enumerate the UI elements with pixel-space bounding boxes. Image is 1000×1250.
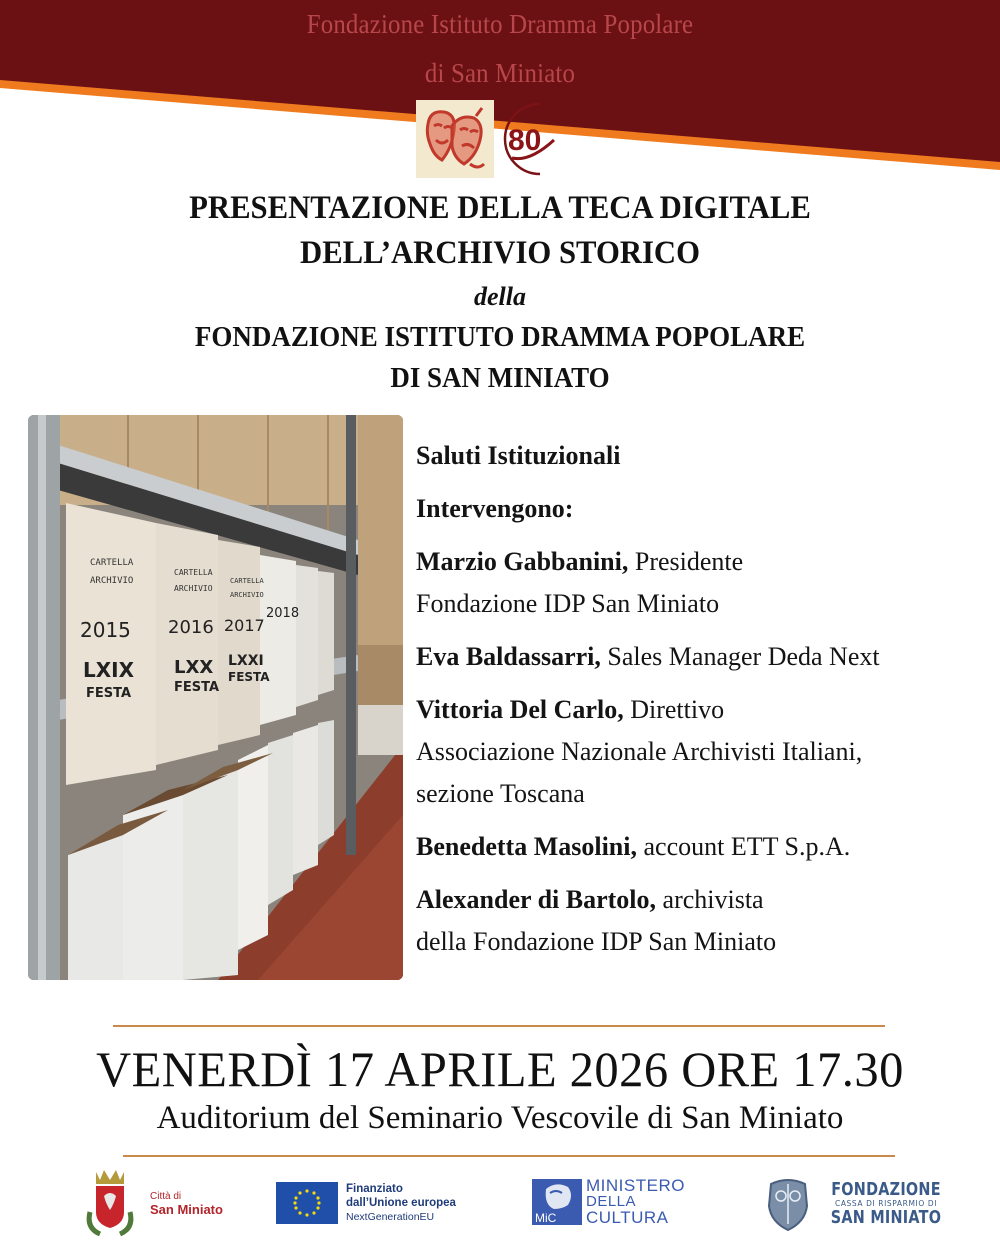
theatre-masks-logo (416, 100, 494, 178)
svg-text:CARTELLA: CARTELLA (230, 577, 264, 585)
speaker-role: archivista (656, 885, 764, 914)
banner-org-line1: Fondazione Istituto Dramma Popolare (306, 9, 694, 39)
speaker-name: Alexander di Bartolo, (416, 885, 657, 914)
city-label-line1: Città di (150, 1191, 182, 1202)
archive-photo (28, 415, 403, 980)
speaker-name: Marzio Gabbanini, (416, 547, 629, 576)
speakers-label: Intervengono: (416, 494, 574, 523)
banner-org-line2: di San Miniato (424, 58, 576, 88)
fcr-label-line2: CASSA DI RISPARMIO DI (834, 1199, 938, 1208)
mic-label-line3: CULTURA (586, 1208, 669, 1227)
greetings-label: Saluti Istituzionali (416, 441, 621, 470)
mic-label-line1: MINISTERO (586, 1176, 685, 1195)
speaker-name: Eva Baldassarri, (416, 642, 601, 671)
speaker-role: Presidente (628, 547, 744, 576)
event-datetime: VENERDÌ 17 APRILE 2026 ORE 17.30 (96, 1041, 904, 1097)
svg-text:LXXI: LXXI (228, 653, 264, 669)
svg-text:MiC: MiC (535, 1211, 557, 1225)
svg-text:2015: 2015 (80, 618, 131, 642)
speaker-name: Benedetta Masolini, (416, 832, 637, 861)
eu-label-line1: Finanziato (346, 1183, 403, 1195)
fcr-label-line3: SAN MINIATO (830, 1207, 942, 1228)
speaker-role: account ETT S.p.A. (637, 832, 851, 861)
eu-label-line3: NextGenerationEU (346, 1211, 435, 1223)
speaker-role-continued: sezione Toscana (416, 779, 585, 808)
fcr-label-line1: FONDAZIONE (831, 1179, 941, 1200)
page-title-line1: PRESENTAZIONE DELLA TECA DIGITALE (189, 190, 811, 226)
svg-text:CARTELLA: CARTELLA (174, 568, 213, 577)
sponsor-logos (0, 1168, 1000, 1238)
page-title-line2: DELL’ARCHIVIO STORICO (300, 235, 700, 271)
speaker-item (416, 689, 991, 815)
svg-text:80: 80 (508, 124, 542, 157)
ministero-cultura-logo (532, 1178, 685, 1226)
speaker-role-continued: Associazione Nazionale Archivisti Italiani, (416, 737, 863, 766)
mic-head-icon (532, 1179, 582, 1225)
masks-icon (420, 104, 490, 174)
divider-top (113, 1025, 885, 1027)
speaker-role-continued: Fondazione IDP San Miniato (416, 589, 720, 618)
speaker-item (416, 879, 991, 963)
svg-text:FESTA: FESTA (228, 670, 270, 684)
svg-text:2016: 2016 (168, 617, 214, 638)
speaker-role-continued: della Fondazione IDP San Miniato (416, 927, 777, 956)
svg-text:CARTELLA: CARTELLA (90, 558, 134, 568)
svg-text:FESTA: FESTA (86, 686, 132, 701)
eu-flag-icon (276, 1182, 338, 1224)
svg-text:FESTA: FESTA (174, 680, 220, 695)
shield-crest-icon (765, 1176, 811, 1232)
city-label-line2: San Miniato (150, 1202, 223, 1217)
svg-text:ARCHIVIO: ARCHIVIO (174, 584, 213, 593)
divider-bottom (123, 1155, 895, 1157)
speaker-item (416, 541, 991, 625)
speaker-role: Sales Manager Deda Next (600, 642, 880, 671)
fondazione-cassa-risparmio-logo (765, 1176, 955, 1232)
mic-label-line2: DELLA (586, 1193, 637, 1210)
event-venue: Auditorium del Seminario Vescovile di San Miniato (156, 1100, 844, 1136)
speaker-name: Vittoria Del Carlo, (416, 695, 624, 724)
eu-label-line2: dall’Unione europea (346, 1197, 456, 1209)
program (416, 435, 991, 974)
organizer-line2: DI SAN MINIATO (390, 362, 610, 394)
svg-text:2018: 2018 (266, 606, 300, 621)
coat-of-arms-icon (82, 1168, 138, 1238)
speaker-item (416, 826, 991, 868)
eu-nextgen-logo (276, 1182, 456, 1224)
title-connector: della (474, 282, 526, 311)
svg-text:LXX: LXX (174, 657, 214, 678)
speaker-role: Direttivo (623, 695, 725, 724)
svg-text:ARCHIVIO: ARCHIVIO (90, 576, 134, 586)
speaker-item (416, 636, 991, 678)
anniversary-80-logo (500, 100, 562, 178)
svg-text:LXIX: LXIX (83, 658, 135, 682)
city-san-miniato-logo (82, 1168, 223, 1238)
header-logos (416, 100, 562, 178)
svg-text:2017: 2017 (224, 616, 265, 635)
organizer-line1: FONDAZIONE ISTITUTO DRAMMA POPOLARE (194, 321, 806, 353)
svg-text:ARCHIVIO: ARCHIVIO (230, 591, 264, 599)
